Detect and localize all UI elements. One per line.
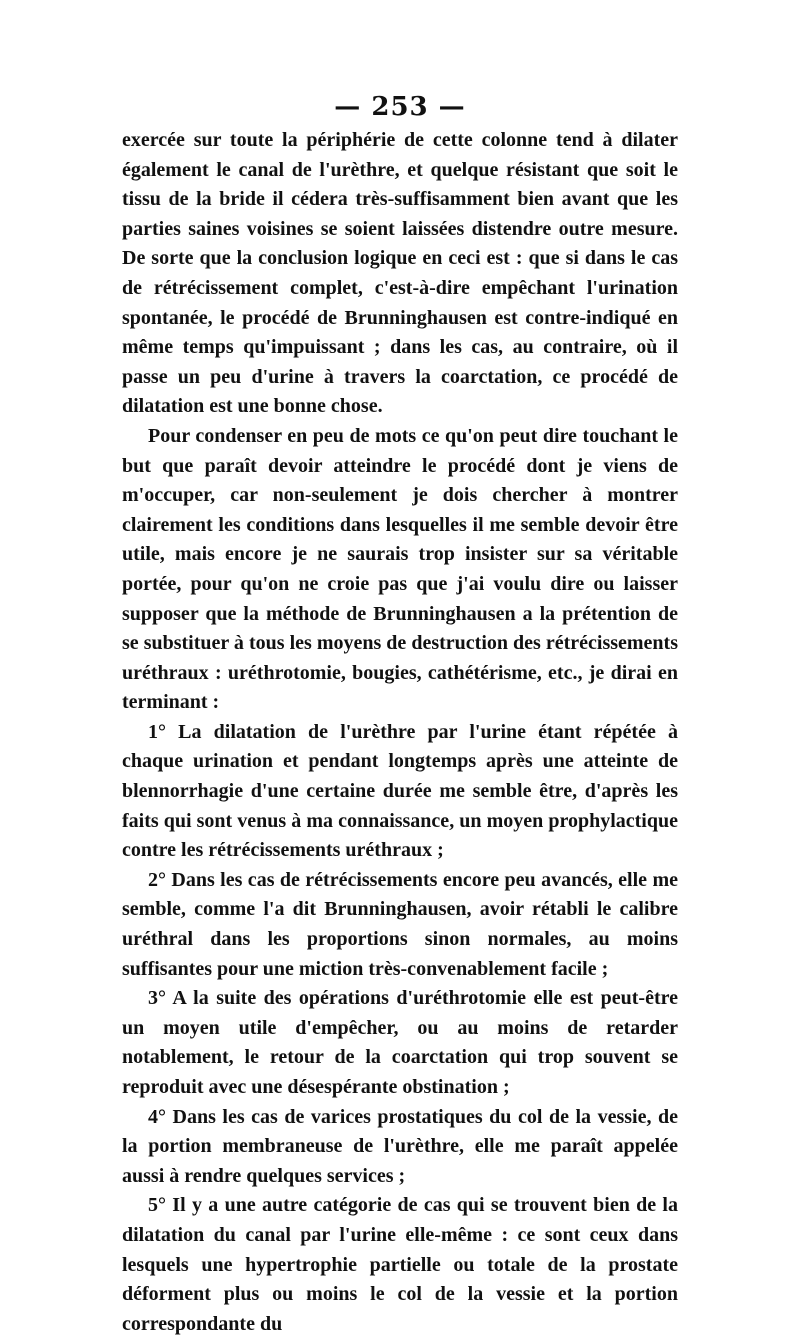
- paragraph-4: 2° Dans les cas de rétrécissements encore peu avancés, elle me semble, comme l'a dit Brunninghausen, avoir rétabli le calibre uréthral dans les proportions sinon normales, au moins suffisantes pour une miction très-convenablement facile ;: [122, 868, 678, 980]
- page-number: — 253 —: [334, 92, 466, 122]
- paragraph-6: 4° Dans les cas de varices prostatiques du col de la vessie, de la portion membraneuse de l'urèthre, elle me paraît appelée aussi à rendre quelques services ;: [122, 1105, 678, 1187]
- body-text: [122, 126, 678, 1339]
- paragraph-3: 1° La dilatation de l'urèthre par l'urine étant répétée à chaque urination et pendant longtemps après une atteinte de blennorrhagie d'une certaine durée me semble être, d'après les faits qui sont venus à ma connaissance, un moyen prophylactique contre les rétrécissements uréthraux ;: [122, 720, 678, 862]
- paragraph-2: Pour condenser en peu de mots ce qu'on peut dire touchant le but que paraît devoir atteindre le procédé dont je viens de m'occuper, car non-seulement je dois chercher à montrer clairement les conditions dans lesquelles il me semble devoir être utile, mais encore je ne saurais trop insister sur sa véritable portée, pour qu'on ne croie pas que j'ai voulu dire ou laisser supposer que la méthode de Brunninghausen a la prétention de se substituer à tous les moyens de destruction des rétrécissements uréthraux : uréthrotomie, bougies, cathétérisme, etc., je dirai en terminant :: [122, 424, 678, 714]
- paragraph-5: 3° A la suite des opérations d'uréthrotomie elle est peut-être un moyen utile d'empêcher, ou au moins de retarder notablement, le retour de la coarctation qui trop souvent se reproduit avec une désespérante obstination ;: [122, 987, 678, 1098]
- paragraph-7: 5° Il y a une autre catégorie de cas qui se trouvent bien de la dilatation du canal par l'urine elle-même : ce sont ceux dans lesquels une hypertrophie partielle ou totale de la prostate déforment plus ou moins le col de la vessie et la portion correspondante du: [122, 1194, 678, 1335]
- paragraph-1: exercée sur toute la périphérie de cette colonne tend à dilater également le canal de l'urèthre, et quelque résistant que soit le tissu de la bride il cédera très-suffisamment bien avant que les parties saines voisines se soient laissées distendre outre mesure. De sorte que la conclusion logique en ceci est : que si dans le cas de rétrécissement complet, c'est-à-dire empêchant l'urination spontanée, le procédé de Brunninghausen est contre-indiqué en même temps qu'impuissant ; dans les cas, au contraire, où il passe un peu d'urine à travers la coarctation, ce procédé de dilatation est une bonne chose.: [122, 129, 678, 418]
